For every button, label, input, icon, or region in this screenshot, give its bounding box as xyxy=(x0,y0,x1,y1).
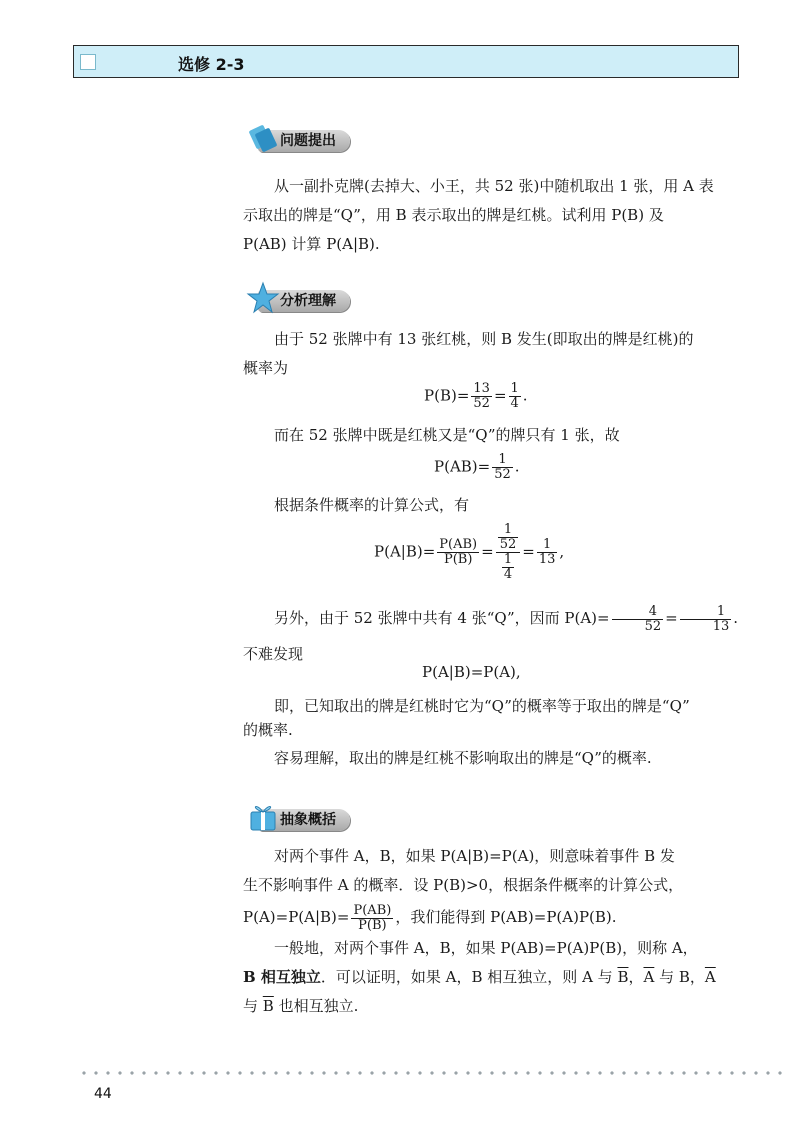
formula-cond-d1: 52 xyxy=(499,537,517,552)
star-icon xyxy=(246,281,280,315)
formula-pb-num1: 13 xyxy=(473,381,490,396)
formula-pb xyxy=(424,382,528,411)
definition-term: B 相互独立 xyxy=(243,968,321,986)
header-title: 选修 2-3 xyxy=(178,55,245,74)
formula-cond-n2: 1 xyxy=(503,552,513,567)
analysis-p4-end: . xyxy=(733,609,739,627)
abstract-line-5-pre: ．可以证明，如果 A，B 相互独立，则 A 与 xyxy=(320,968,618,986)
formula-pb-den1: 52 xyxy=(473,396,490,411)
book-icon xyxy=(246,121,280,155)
formula-cond-n1: 1 xyxy=(498,523,519,538)
b-complement-2: $\overline{B}$ xyxy=(262,997,274,1015)
header-square-icon xyxy=(80,54,96,70)
formula-pab-lhs: P(AB)= xyxy=(434,457,491,476)
b-complement: $\overline{B}$ xyxy=(617,968,629,986)
analysis-p6-line-1: 即，已知取出的牌是红桃时它为“Q”的概率等于取出的牌是“Q” xyxy=(274,697,690,715)
analysis-p5: 不难发现 xyxy=(243,645,304,663)
formula-cond-rden: 13 xyxy=(538,552,556,567)
section-title-abstract: 抽象概括 xyxy=(258,809,350,831)
abstract-line-5 xyxy=(243,963,723,992)
formula-pb-den2: 4 xyxy=(510,396,519,411)
abstract-line-5-mid1: ， xyxy=(628,968,644,986)
section-heading-analysis xyxy=(246,281,396,313)
a-complement-2: $\overline{A}$ xyxy=(704,968,716,986)
analysis-p4-n2: 1 xyxy=(680,605,732,620)
analysis-p4-d1: 52 xyxy=(644,618,662,634)
page-number: 44 xyxy=(94,1086,112,1102)
formula-cond-end: , xyxy=(559,542,565,561)
formula-independence: P(A|B)=P(A), xyxy=(422,663,521,681)
chapter-header-bar xyxy=(73,45,739,78)
formula-pab-den: 52 xyxy=(494,467,511,482)
problem-line-2: 示取出的牌是“Q”，用 B 表示取出的牌是红桃。试利用 P(B) 及 xyxy=(243,206,664,224)
analysis-p6-line-2: 的概率. xyxy=(243,721,293,739)
formula-pab-num: 1 xyxy=(492,453,513,468)
section-heading-abstract xyxy=(246,800,396,832)
analysis-p1-line-1: 由于 52 张牌中有 13 张红桃，则 B 发生(即取出的牌是红桃)的 xyxy=(274,330,694,348)
formula-cond-rnum: 1 xyxy=(537,538,558,553)
problem-line-3: P(AB) 计算 P(A|B). xyxy=(243,235,380,253)
abstract-line-6 xyxy=(243,992,723,1021)
abstract-line-6-post: 也相互独立. xyxy=(273,997,359,1015)
formula-pb-end: . xyxy=(522,386,528,405)
formula-cond-den: P(B) xyxy=(443,552,473,567)
analysis-p4-text: 另外，由于 52 张牌中共有 4 张“Q”，因而 P(A)= xyxy=(274,609,610,627)
abstract-line-3 xyxy=(243,903,723,933)
formula-pb-lhs: P(B)= xyxy=(424,386,470,405)
abstract-line-3-den: P(B) xyxy=(358,917,387,933)
formula-cond-d2: 4 xyxy=(503,567,513,582)
formula-cond-num: P(AB) xyxy=(439,537,478,552)
problem-line-1: 从一副扑克牌(去掉大、小王，共 52 张)中随机取出 1 张，用 A 表 xyxy=(274,177,714,195)
formula-cond-eq2: = xyxy=(522,542,535,561)
footer-dotted-divider xyxy=(78,1070,788,1076)
analysis-p1-line-2: 概率为 xyxy=(243,359,289,377)
formula-pab xyxy=(434,453,520,482)
formula-pb-num2: 1 xyxy=(510,381,519,396)
analysis-p2: 而在 52 张牌中既是红桃又是“Q”的牌只有 1 张，故 xyxy=(274,426,620,444)
section-heading-problem xyxy=(246,121,396,153)
section-title-analysis: 分析理解 xyxy=(258,290,350,312)
formula-pab-end: . xyxy=(514,457,520,476)
abstract-line-3-pre: P(A)=P(A|B)= xyxy=(243,908,350,926)
analysis-p7: 容易理解，取出的牌是红桃不影响取出的牌是“Q”的概率. xyxy=(274,749,652,767)
abstract-line-3-num: P(AB) xyxy=(353,902,392,918)
analysis-p4-eq: = xyxy=(665,609,678,627)
formula-cond-lhs: P(A|B)= xyxy=(374,542,436,561)
analysis-p4-d2: 13 xyxy=(712,618,730,634)
analysis-p3: 根据条件概率的计算公式，有 xyxy=(274,496,470,514)
analysis-p4 xyxy=(243,603,739,634)
abstract-line-4: 一般地，对两个事件 A，B，如果 P(AB)=P(A)P(B)，则称 A， xyxy=(274,939,698,957)
abstract-line-1: 对两个事件 A，B，如果 P(A|B)=P(A)，则意味着事件 B 发 xyxy=(274,847,675,865)
abstract-line-3-post: ，我们能得到 P(AB)=P(A)P(B). xyxy=(395,908,617,926)
gift-icon xyxy=(246,800,280,834)
abstract-line-2: 生不影响事件 A 的概率．设 P(B)>0，根据条件概率的计算公式， xyxy=(243,876,684,894)
formula-conditional xyxy=(374,523,564,582)
abstract-line-5-mid2: 与 B， xyxy=(654,968,705,986)
formula-cond-eq1: = xyxy=(481,542,494,561)
formula-pb-eq: = xyxy=(493,386,507,405)
a-complement: $\overline{A}$ xyxy=(643,968,655,986)
abstract-line-6-pre: 与 xyxy=(243,997,263,1015)
analysis-p4-n1: 4 xyxy=(612,605,664,620)
section-title-problem: 问题提出 xyxy=(258,130,350,152)
